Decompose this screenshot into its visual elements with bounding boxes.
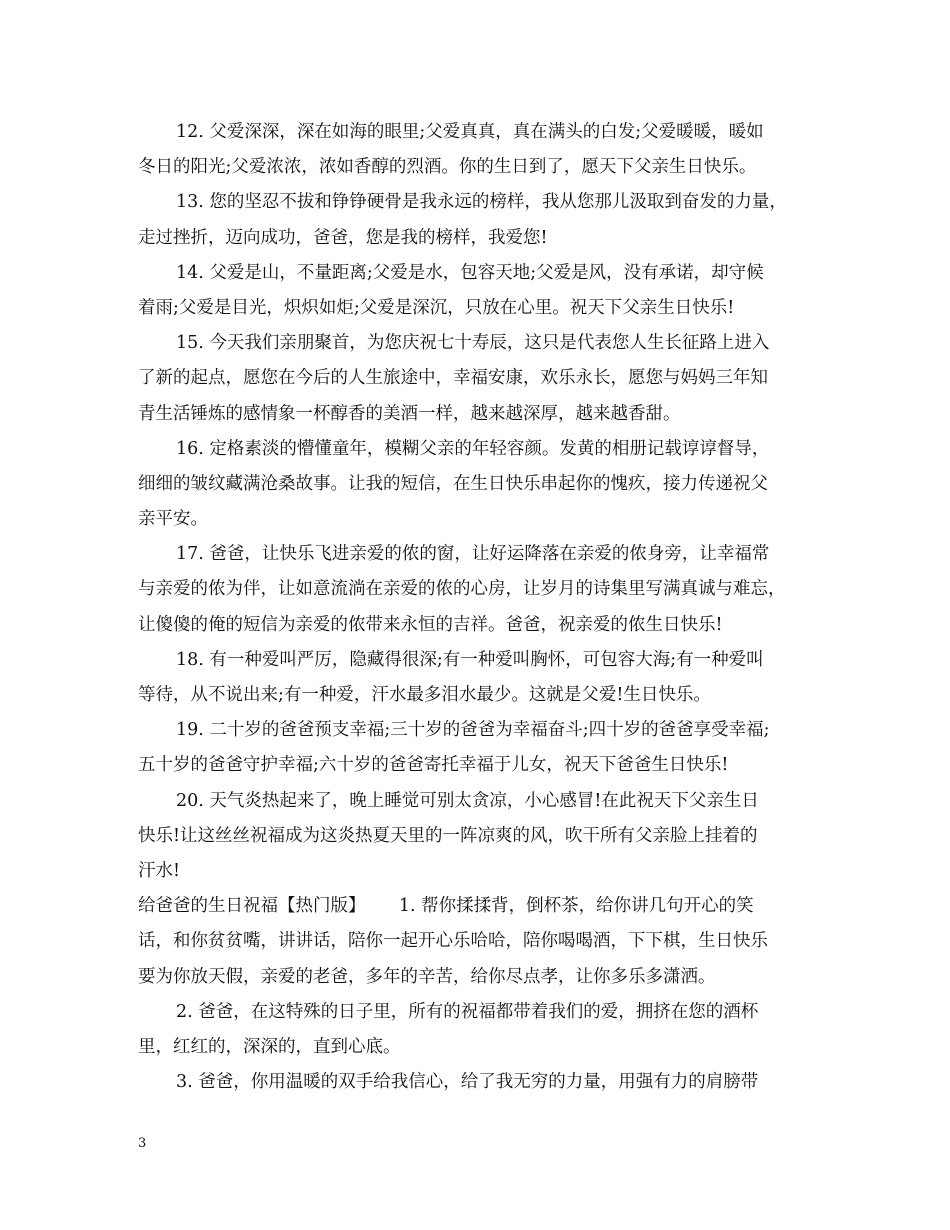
text-line: 着雨;父爱是目光，炽炽如炬;父爱是深沉，只放在心里。祝天下父亲生日快乐! <box>138 297 735 318</box>
text-line: 3. 爸爸，你用温暖的双手给我信心，给了我无穷的力量，用强有力的肩膀带 <box>176 1072 759 1093</box>
text-line: 15. 今天我们亲朋聚首，为您庆祝七十寿辰，这只是代表您人生长征路上进入 <box>176 333 770 354</box>
text-line: 五十岁的爸爸守护幸福;六十岁的爸爸寄托幸福于儿女，祝天下爸爸生日快乐! <box>138 755 729 776</box>
text-line: 青生活锤炼的感情象一杯醇香的美酒一样，越来越深厚，越来越香甜。 <box>138 403 681 424</box>
text-line: 19. 二十岁的爸爸预支幸福;三十岁的爸爸为幸福奋斗;四十岁的爸爸享受幸福; <box>176 720 770 741</box>
text-line: 16. 定格素淡的懵懂童年，模糊父亲的年轻容颜。发黄的相册记载谆谆督导， <box>176 438 770 459</box>
text-line: 里，红红的，深深的，直到心底。 <box>138 1036 401 1057</box>
text-line: 让傻傻的俺的短信为亲爱的侬带来永恒的吉祥。爸爸，祝亲爱的侬生日快乐! <box>138 614 723 635</box>
text-line: 13. 您的坚忍不拔和铮铮硬骨是我永远的榜样，我从您那儿汲取到奋发的力量， <box>176 192 787 213</box>
text-line: 了新的起点，愿您在今后的人生旅途中，幸福安康，欢乐永长，愿您与妈妈三年知 <box>138 368 768 389</box>
text-line: 要为你放天假，亲爱的老爸，多年的辛苦，给你尽点孝，让你多乐多潇洒。 <box>138 966 716 987</box>
text-line: 2. 爸爸，在这特殊的日子里，所有的祝福都带着我们的爱，拥挤在您的酒杯 <box>176 1001 759 1022</box>
text-line: 快乐!让这丝丝祝福成为这炎热夏天里的一阵凉爽的风，吹干所有父亲脸上挂着的 <box>138 825 758 846</box>
text-line: 与亲爱的侬为伴，让如意流淌在亲爱的侬的心房，让岁月的诗集里写满真诚与难忘， <box>138 579 786 600</box>
text-line: 20. 天气炎热起来了，晚上睡觉可别太贪凉，小心感冒!在此祝天下父亲生日 <box>176 790 759 811</box>
text-line: 亲平安。 <box>138 509 208 530</box>
text-line: 冬日的阳光;父爱浓浓，浓如香醇的烈酒。你的生日到了，愿天下父亲生日快乐。 <box>138 157 757 178</box>
text-line: 汗水! <box>138 860 181 881</box>
text-line: 走过挫折，迈向成功，爸爸，您是我的榜样，我爱您! <box>138 227 548 248</box>
text-line: 12. 父爱深深，深在如海的眼里;父爱真真，真在满头的白发;父爱暖暖，暖如 <box>176 122 764 142</box>
text-line: 17. 爸爸，让快乐飞进亲爱的侬的窗，让好运降落在亲爱的侬身旁，让幸福常 <box>176 544 770 565</box>
text-line: 细细的皱纹藏满沧桑故事。让我的短信，在生日快乐串起你的愧疚，接力传递祝父 <box>138 473 768 494</box>
text-line: 等待，从不说出来;有一种爱，汗水最多泪水最少。这就是父爱!生日快乐。 <box>138 685 711 705</box>
page-number: 3 <box>138 1136 147 1151</box>
section-heading-line: 给爸爸的生日祝福【热门版】 1. 帮你揉揉背，倒杯茶，给你讲几句开心的笑 <box>138 896 754 917</box>
document-body <box>138 115 824 1100</box>
text-line: 18. 有一种爱叫严厉，隐藏得很深;有一种爱叫胸怀，可包容大海;有一种爱叫 <box>176 649 764 670</box>
text-line: 14. 父爱是山，不量距离;父爱是水，包容天地;父爱是风，没有承诺，却守候 <box>176 262 764 283</box>
text-line: 话，和你贫贫嘴，讲讲话，陪你一起开心乐哈哈，陪你喝喝酒，下下棋，生日快乐 <box>138 931 768 952</box>
